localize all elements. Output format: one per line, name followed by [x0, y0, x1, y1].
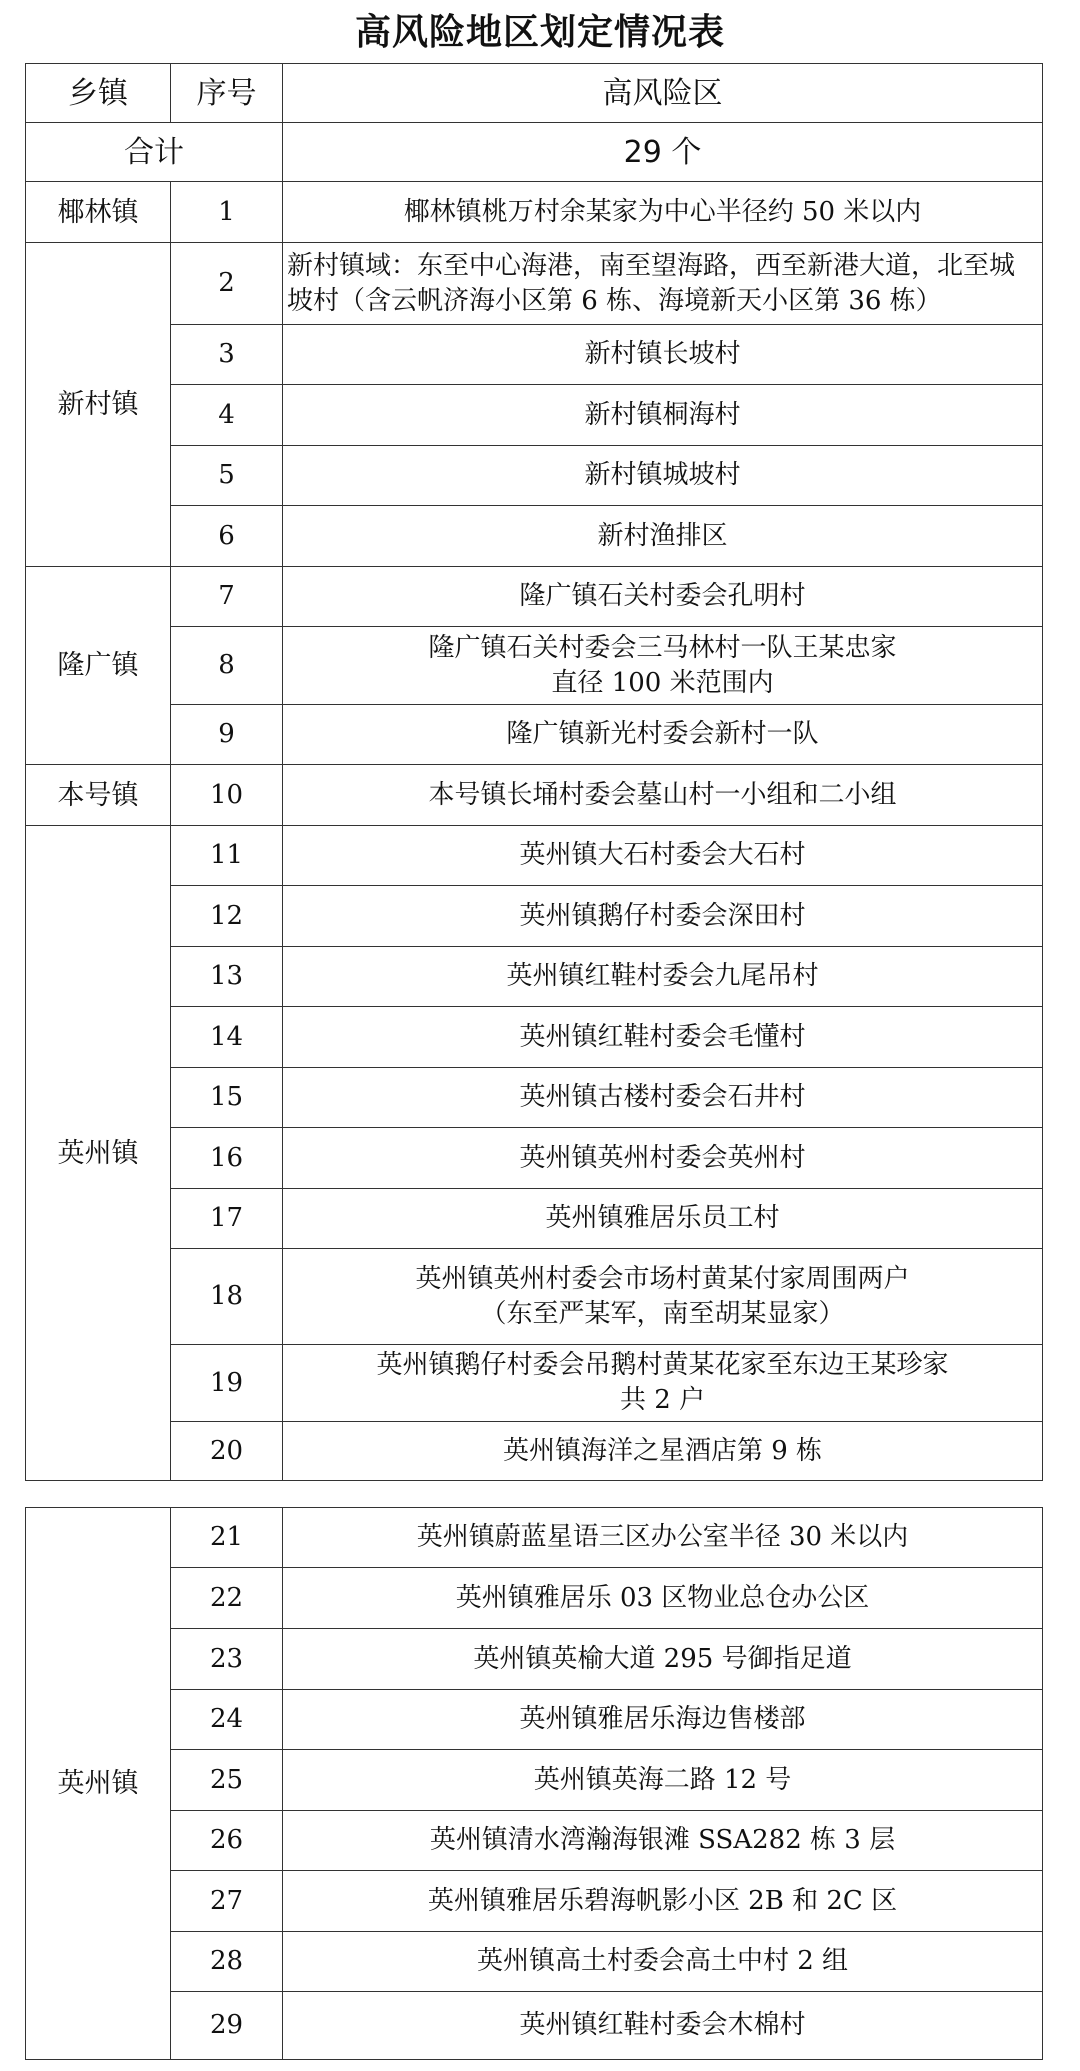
table-row	[26, 182, 1043, 243]
header-seq: 序号	[171, 64, 283, 123]
town-cell: 本号镇	[26, 765, 171, 826]
area-cell: 新村渔排区	[283, 506, 1043, 567]
area-cell: 英州镇红鞋村委会毛懂村	[283, 1007, 1043, 1068]
seq-cell: 10	[171, 765, 283, 826]
seq-cell: 11	[171, 826, 283, 886]
area-cell: 隆广镇石关村委会三马林村一队王某忠家 直径 100 米范围内	[283, 627, 1043, 705]
seq-cell: 17	[171, 1189, 283, 1249]
area-cell: 新村镇域：东至中心海港，南至望海路，西至新港大道，北至城坡村（含云帆济海小区第 6 栋、海境新天小区第 36 栋）	[283, 243, 1043, 325]
seq-cell: 18	[171, 1249, 283, 1345]
seq-cell: 15	[171, 1068, 283, 1128]
table-row	[26, 325, 1043, 385]
seq-cell: 28	[171, 1932, 283, 1992]
table-row	[26, 567, 1043, 627]
table-row	[26, 1249, 1043, 1345]
high-risk-table-part-1	[25, 63, 1043, 1481]
seq-cell: 6	[171, 506, 283, 567]
town-cell: 隆广镇	[26, 567, 171, 765]
table-row	[26, 1189, 1043, 1249]
area-cell: 本号镇长埇村委会墓山村一小组和二小组	[283, 765, 1043, 826]
area-cell: 英州镇雅居乐员工村	[283, 1189, 1043, 1249]
area-cell: 英州镇蔚蓝星语三区办公室半径 30 米以内	[283, 1508, 1043, 1568]
table-row	[26, 705, 1043, 765]
area-cell: 英州镇英州村委会英州村	[283, 1128, 1043, 1189]
header-row	[26, 64, 1043, 123]
table-row	[26, 947, 1043, 1007]
area-cell: 英州镇红鞋村委会九尾吊村	[283, 947, 1043, 1007]
table-row	[26, 765, 1043, 826]
seq-cell: 25	[171, 1750, 283, 1811]
total-label: 合计	[26, 123, 283, 182]
area-cell: 英州镇清水湾瀚海银滩 SSA282 栋 3 层	[283, 1811, 1043, 1871]
area-cell: 英州镇英州村委会市场村黄某付家周围两户 （东至严某军，南至胡某显家）	[283, 1249, 1043, 1345]
seq-cell: 20	[171, 1422, 283, 1481]
seq-cell: 1	[171, 182, 283, 243]
table-row	[26, 627, 1043, 705]
header-town: 乡镇	[26, 64, 171, 123]
seq-cell: 23	[171, 1629, 283, 1690]
area-cell: 英州镇红鞋村委会木棉村	[283, 1992, 1043, 2060]
table-row	[26, 1007, 1043, 1068]
page-title: 高风险地区划定情况表	[354, 11, 725, 53]
area-cell: 英州镇雅居乐 03 区物业总仓办公区	[283, 1568, 1043, 1629]
area-cell: 英州镇古楼村委会石井村	[283, 1068, 1043, 1128]
table-row	[26, 1068, 1043, 1128]
table-row	[26, 1932, 1043, 1992]
header-area: 高风险区	[283, 64, 1043, 123]
table-row	[26, 1871, 1043, 1932]
area-cell: 隆广镇新光村委会新村一队	[283, 705, 1043, 765]
area-cell: 英州镇英榆大道 295 号御指足道	[283, 1629, 1043, 1690]
table-row	[26, 1811, 1043, 1871]
table-row	[26, 506, 1043, 567]
table-row	[26, 886, 1043, 947]
high-risk-table-part-2	[25, 1507, 1043, 2060]
table-row	[26, 1992, 1043, 2060]
table-row	[26, 1629, 1043, 1690]
area-cell: 英州镇雅居乐碧海帆影小区 2B 和 2C 区	[283, 1871, 1043, 1932]
area-cell: 隆广镇石关村委会孔明村	[283, 567, 1043, 627]
seq-cell: 9	[171, 705, 283, 765]
area-cell: 英州镇鹅仔村委会吊鹅村黄某花家至东边王某珍家 共 2 户	[283, 1345, 1043, 1422]
table-row	[26, 1568, 1043, 1629]
total-value: 29 个	[283, 123, 1043, 182]
table-row	[26, 1128, 1043, 1189]
seq-cell: 5	[171, 446, 283, 506]
seq-cell: 14	[171, 1007, 283, 1068]
table-row	[26, 826, 1043, 886]
area-cell: 英州镇高土村委会高土中村 2 组	[283, 1932, 1043, 1992]
town-cell: 新村镇	[26, 243, 171, 567]
area-cell: 英州镇海洋之星酒店第 9 栋	[283, 1422, 1043, 1481]
seq-cell: 21	[171, 1508, 283, 1568]
seq-cell: 16	[171, 1128, 283, 1189]
table-row	[26, 1422, 1043, 1481]
area-cell: 椰林镇桃万村余某家为中心半径约 50 米以内	[283, 182, 1043, 243]
area-cell: 新村镇城坡村	[283, 446, 1043, 506]
area-cell: 英州镇英海二路 12 号	[283, 1750, 1043, 1811]
seq-cell: 8	[171, 627, 283, 705]
total-row	[26, 123, 1043, 182]
table-row	[26, 385, 1043, 446]
seq-cell: 26	[171, 1811, 283, 1871]
area-cell: 英州镇雅居乐海边售楼部	[283, 1690, 1043, 1750]
table-row	[26, 446, 1043, 506]
seq-cell: 27	[171, 1871, 283, 1932]
table-row	[26, 1690, 1043, 1750]
table-row	[26, 243, 1043, 325]
seq-cell: 24	[171, 1690, 283, 1750]
seq-cell: 7	[171, 567, 283, 627]
town-cell: 英州镇	[26, 1508, 171, 2060]
area-cell: 英州镇鹅仔村委会深田村	[283, 886, 1043, 947]
seq-cell: 2	[171, 243, 283, 325]
seq-cell: 29	[171, 1992, 283, 2060]
seq-cell: 13	[171, 947, 283, 1007]
seq-cell: 3	[171, 325, 283, 385]
table-row	[26, 1750, 1043, 1811]
seq-cell: 4	[171, 385, 283, 446]
table-row	[26, 1345, 1043, 1422]
seq-cell: 22	[171, 1568, 283, 1629]
town-cell: 椰林镇	[26, 182, 171, 243]
area-cell: 新村镇长坡村	[283, 325, 1043, 385]
town-cell: 英州镇	[26, 826, 171, 1481]
seq-cell: 19	[171, 1345, 283, 1422]
area-cell: 英州镇大石村委会大石村	[283, 826, 1043, 886]
area-cell: 新村镇桐海村	[283, 385, 1043, 446]
seq-cell: 12	[171, 886, 283, 947]
table-row	[26, 1508, 1043, 1568]
